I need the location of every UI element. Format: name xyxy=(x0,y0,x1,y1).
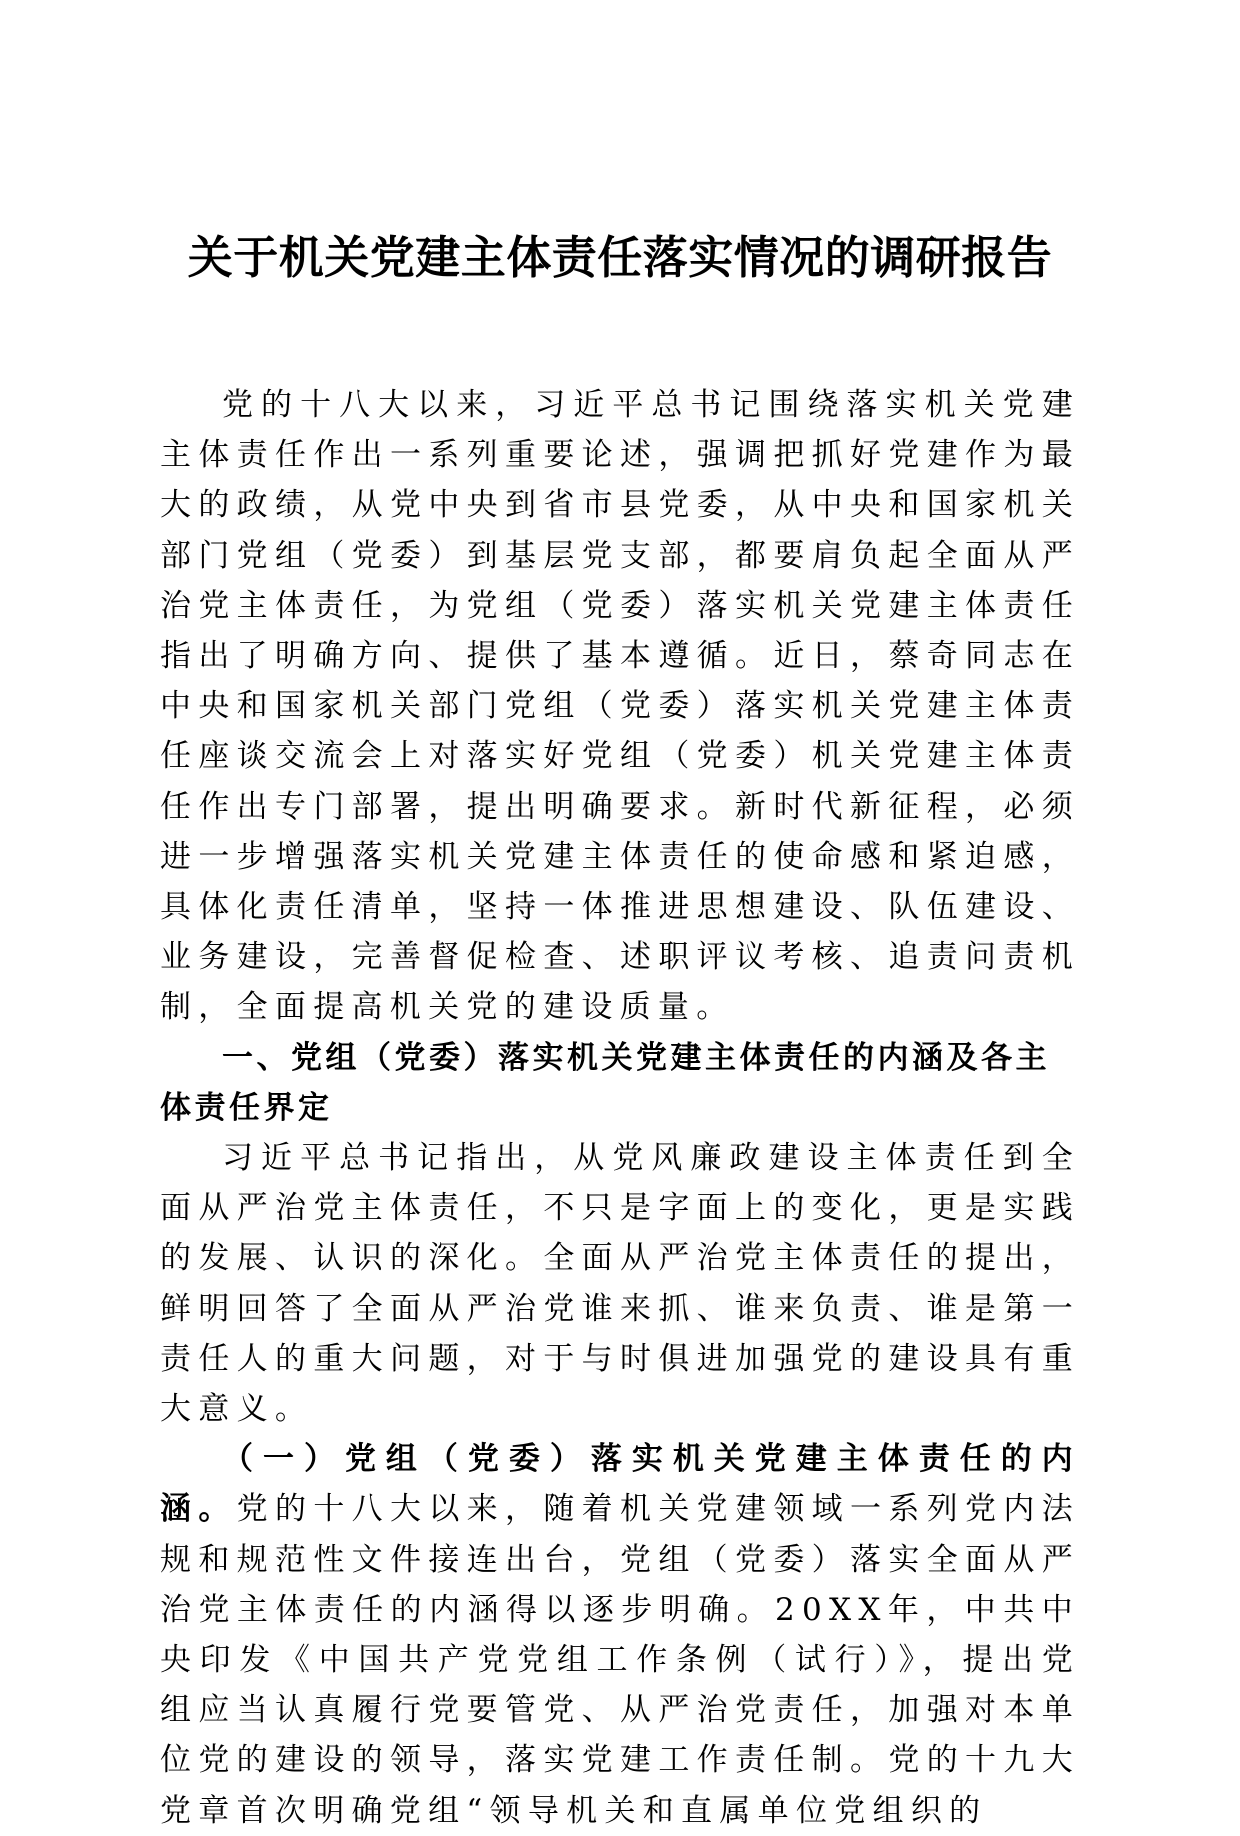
document-body xyxy=(160,380,1080,1836)
paragraph-subsection-1 xyxy=(160,1434,1080,1836)
subsection-heading-1: （一）党组（党委）落实机关党建主体责任的内涵。 xyxy=(160,1441,1080,1528)
paragraph-intro: 党的十八大以来，习近平总书记围绕落实机关党建主体责任作出一系列重要论述，强调把抓好党建作为最大的政绩，从党中央到省市县党委，从中央和国家机关部门党组（党委）到基层党支部，都要肩负起全面从严治党主体责任，为党组（党委）落实机关党建主体责任指出了明确方向、提供了基本遵循。近日，蔡奇同志在中央和国家机关部门党组（党委）落实机关党建主体责任座谈交流会上对落实好党组（党委）机关党建主体责任作出专门部署，提出明确要求。新时代新征程，必须进一步增强落实机关党建主体责任的使命感和紧迫感，具体化责任清单，坚持一体推进思想建设、队伍建设、业务建设，完善督促检查、述职评议考核、追责问责机制，全面提高机关党的建设质量。 xyxy=(160,387,1080,1026)
section-heading-1: 一、党组（党委）落实机关党建主体责任的内涵及各主体责任界定 xyxy=(160,1039,1050,1126)
paragraph-section-1: 习近平总书记指出，从党风廉政建设主体责任到全面从严治党主体责任，不只是字面上的变化，更是实践的发展、认识的深化。全面从严治党主体责任的提出，鲜明回答了全面从严治党谁来抓、谁来负责、谁是第一责任人的重大问题，对于与时俱进加强党的建设具有重大意义。 xyxy=(160,1140,1080,1428)
document-title: 关于机关党建主体责任落实情况的调研报告 xyxy=(187,231,1053,284)
subsection-text-1: 党的十八大以来，随着机关党建领域一系列党内法规和规范性文件接连出台，党组（党委）落实全面从严治党主体责任的内涵得以逐步明确。20XX年，中共中央印发《中国共产党党组工作条例（试行）》，提出党组应当认真履行党要管党、从严治党责任，加强对本单位党的建设的领导，落实党建工作责任制。党的十九大党章首次明确党组“领导机关和直属单位党组织的 xyxy=(160,1491,1080,1829)
